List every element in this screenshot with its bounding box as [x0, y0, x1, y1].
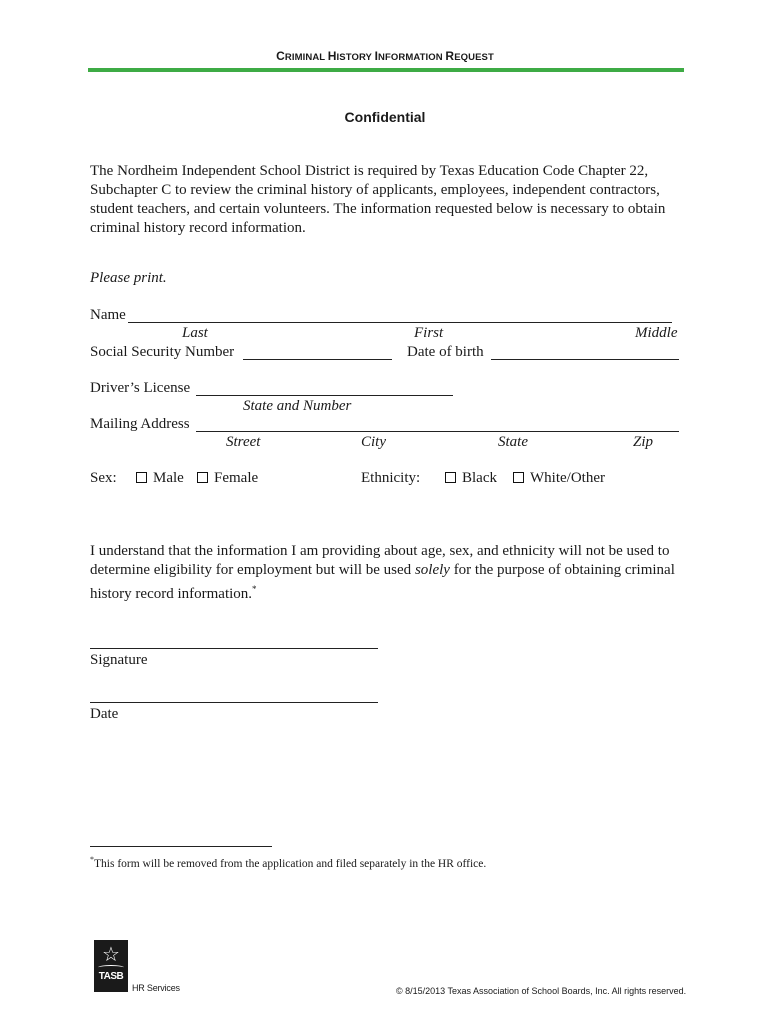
hr-services-label: HR Services: [132, 983, 180, 993]
logo-swoosh: [98, 965, 124, 970]
tasb-logo: [94, 940, 128, 992]
footnote: [90, 855, 486, 870]
date-label: Date: [90, 706, 119, 722]
ssn-field[interactable]: [243, 359, 392, 360]
footnote-mark: *: [90, 855, 94, 864]
drivers-license-field[interactable]: [196, 395, 453, 396]
header-title-part: I: [374, 49, 378, 63]
name-field[interactable]: [128, 322, 672, 323]
ethnicity-black-option[interactable]: [445, 470, 497, 487]
name-first-caption: First: [414, 325, 444, 341]
sex-female-option[interactable]: [197, 470, 258, 487]
header-title-part: H: [327, 49, 337, 63]
emphasis-solely: solely: [414, 562, 450, 578]
intro-line: Subchapter C to review the criminal history of applicants, employees, independent contractors,: [90, 182, 660, 198]
option-label: White/Other: [530, 470, 605, 486]
header-title-part: EQUEST: [454, 52, 494, 63]
ethnicity-white-other-option[interactable]: [513, 470, 605, 487]
address-street-caption: Street: [226, 434, 261, 450]
address-zip-caption: Zip: [633, 434, 654, 450]
dob-field[interactable]: [491, 359, 679, 360]
option-label: Male: [153, 470, 184, 486]
checkbox-icon[interactable]: [197, 472, 208, 483]
checkbox-icon[interactable]: [445, 472, 456, 483]
checkbox-icon[interactable]: [513, 472, 524, 483]
intro-line: The Nordheim Independent School District is required by Texas Education Code Chapter 22,: [90, 163, 649, 179]
confidential-heading: Confidential: [344, 109, 426, 125]
intro-line: student teachers, and certain volunteers. The information requested below is necessary to obtain: [90, 201, 666, 217]
copyright-notice: © 8/15/2013 Texas Association of School Boards, Inc. All rights reserved.: [396, 986, 687, 996]
intro-line: criminal history record information.: [90, 220, 306, 236]
header-rule: [88, 68, 684, 72]
header-title-part: NFORMATION: [378, 52, 446, 63]
logo-wordmark: TASB: [98, 971, 124, 982]
name-last-caption: Last: [182, 325, 208, 341]
checkbox-icon[interactable]: [136, 472, 147, 483]
option-label: Female: [214, 470, 259, 486]
sex-label: Sex:: [90, 470, 117, 486]
mailing-address-label: Mailing Address: [90, 416, 190, 432]
ssn-label: Social Security Number: [90, 344, 235, 360]
footnote-text: This form will be removed from the application and filed separately in the HR office.: [94, 857, 487, 870]
name-middle-caption: Middle: [635, 325, 678, 341]
header-title-part: C: [276, 49, 285, 63]
understanding-line: history record information.*: [90, 584, 257, 602]
drivers-license-label: Driver’s License: [90, 380, 191, 396]
date-field[interactable]: [90, 702, 378, 703]
dob-label: Date of birth: [407, 344, 484, 360]
address-state-caption: State: [498, 434, 528, 450]
name-label: Name: [90, 307, 126, 323]
understanding-paragraph: [90, 542, 675, 604]
option-label: Black: [462, 470, 497, 486]
signature-field[interactable]: [90, 648, 378, 649]
document-header-title: [0, 49, 770, 63]
mailing-address-field[interactable]: [196, 431, 679, 432]
footnote-separator: [90, 846, 272, 847]
footnote-reference: *: [252, 584, 257, 594]
header-title-part: R: [445, 49, 455, 63]
header-title-part: RIMINAL: [284, 52, 328, 63]
please-print-note: Please print.: [90, 270, 167, 286]
sex-male-option[interactable]: [136, 470, 184, 487]
ethnicity-label: Ethnicity:: [361, 470, 421, 486]
drivers-license-caption: State and Number: [243, 398, 352, 414]
star-icon: ☆: [102, 942, 120, 966]
signature-label: Signature: [90, 652, 148, 668]
understanding-line: determine eligibility for employment but will be used solely for the purpose of obtaining criminal: [90, 562, 675, 578]
address-city-caption: City: [361, 434, 386, 450]
intro-paragraph: [90, 162, 665, 238]
understanding-line: I understand that the information I am providing about age, sex, and ethnicity will not be used to: [90, 543, 670, 559]
header-title-part: ISTORY: [336, 52, 375, 63]
